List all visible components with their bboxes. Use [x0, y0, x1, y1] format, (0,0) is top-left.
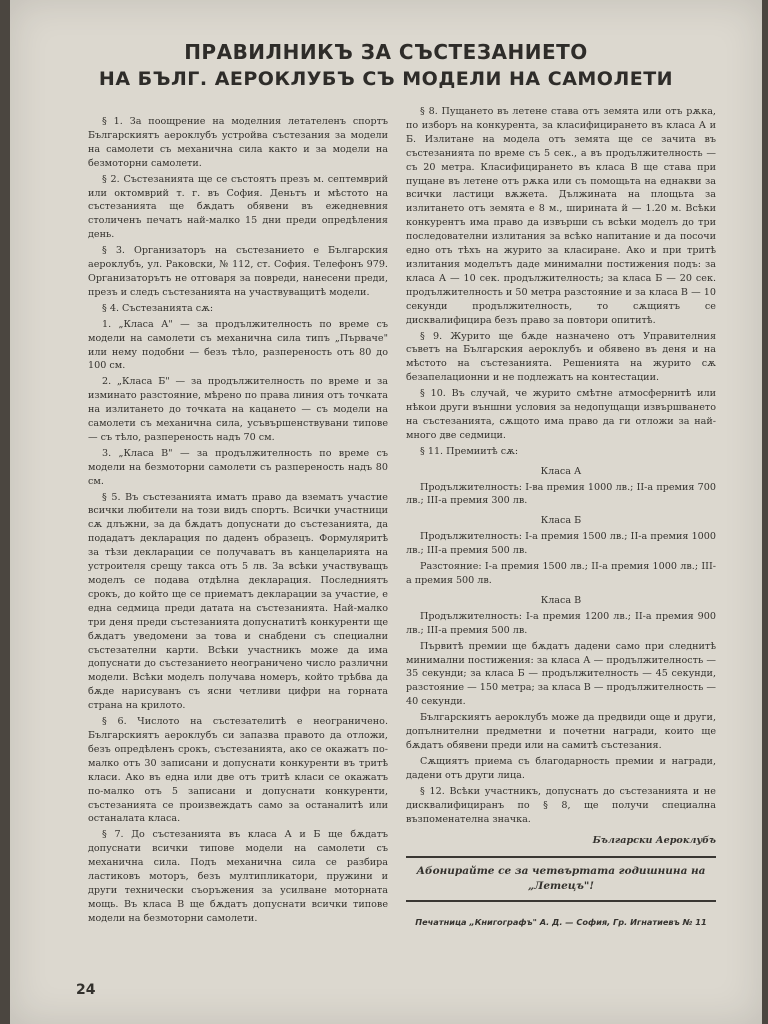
printer-imprint: Печатница „Книгографъ" А. Д. — София, Гр. Игнатиевъ № 11	[415, 917, 707, 928]
paragraph: § 6. Числото на състезателитѣ е неограничено. Българскиятъ аероклубъ си запазва правото да отложи, безъ опредѣленъ срокъ, състезанията, ако се окажатъ по-малко отъ 30 записани и допуснати конкуренти въ тритѣ класи. Ако въ една или две отъ тритѣ класи се окажатъ по-малко отъ 5 записани и допуснати конкуренти, състезанията се произвеждатъ само за останалитѣ или останалата класа.	[88, 716, 388, 825]
paragraph: Сѫщиятъ приема съ благодарность премии и награди, дадени отъ други лица.	[406, 755, 716, 781]
paragraph: § 3. Организаторъ на състезанието е Българския аероклубъ, ул. Раковски, № 112, ст. София. Телефонъ 979. Организаторътъ не отговаря за повреди, нанесени преди, презъ и следъ състезанията на участвуващитѣ модели.	[88, 245, 388, 298]
paragraph: Българскиятъ аероклубъ може да предвиди още и други, допълнителни предметни и почетни награди, които ще бѫдатъ обявени преди или на самитѣ състезания.	[406, 712, 716, 751]
left-column	[88, 115, 388, 928]
signature: Български Аероклубъ	[592, 835, 716, 847]
class-b-prizes-duration: Продължителность: I-а премия 1500 лв.; II-а премия 1000 лв.; III-а премия 500 лв.	[406, 531, 716, 557]
paragraph: 1. „Класа А" — за продължителность по време съ модели на самолети съ механична сила типъ „Първаче" или нему подобни — безъ тѣло, разпереность отъ 80 до 100 см.	[88, 318, 388, 372]
subscribe-line2: „Летецъ"!	[528, 880, 594, 893]
paragraph: 2. „Класа Б" — за продължителность по време и за изминато разстояние, мѣрено по права линия отъ точката на излитането до точката на кацането — съ модели на самолети съ механична сила, усъвършенствувани типове — съ тѣло, разпереность надъ 70 см.	[88, 376, 388, 443]
class-a-heading: Класа А	[540, 465, 582, 477]
paragraph: § 8. Пущането въ летене става отъ земята или отъ рѫка, по изборъ на конкурента, за класифицирането въ класа А и Б. Излитане на модела отъ земята ще се зачита въ състезанията по време съ 5 сек., а въ продължителность — съ 20 метра. Класифицирането въ класа В ще става при пущане въ летене отъ рѫка или съ помощьта на еднакви за всички ластици вѫжета. Дължината на площьта за излитането отъ земята е 8 м., ширината й — 1.20 м. Всѣки конкурентъ има право да извърши съ всѣки моделъ до три последователни излитания за всѣко напитание и да посочи едно отъ тѣхъ на журито за класиране. Ако и при тритѣ излитания моделътъ даде минимални постижения подъ: за класа А — 10 сек. продължителность; за класа Б — 20 сек. продължителность и 50 метра разстояние и за класа В — 10 секунди продължителность, то сѫщиятъ се дисквалифицира безъ право за повтори опититѣ.	[406, 106, 716, 326]
class-v-prizes: Продължителность: I-а премия 1200 лв.; II-а премия 900 лв.; III-а премия 500 лв.	[406, 610, 716, 636]
paragraph: 3. „Класа В" — за продължителность по време съ модели на безмоторни самолети съ разпереность надъ 80 см.	[88, 447, 388, 487]
document-page	[10, 0, 762, 1024]
right-column	[406, 105, 716, 930]
paragraph: § 10. Въ случай, че журито смѣтне атмосфернитѣ или нѣкои други външни условия за недопущащи извършването на състезанията, сѫщото има право да ги отложи за най-много две седмици.	[406, 388, 716, 441]
paragraph: § 4. Състезанията сѫ:	[102, 302, 214, 314]
subscribe-line1: Абонирайте се за четвъртата годишнина на	[416, 865, 706, 878]
paragraph: § 7. До състезанията въ класа А и Б ще бѫдатъ допуснати всички типове модели на самолети съ механична сила. Подъ механична сила се разбира ластиковъ моторъ, безъ мултипликатори, пружини и други технически съоръжения за усилване моторната мощь. Въ класа В ще бѫдатъ допуснати всички типове модели на безмоторни самолети.	[88, 829, 388, 924]
paragraph: § 11. Премиитѣ сѫ:	[420, 445, 519, 457]
subscribe-banner	[406, 856, 716, 902]
page-title-line2: НА БЪЛГ. АЕРОКЛУБЪ СЪ МОДЕЛИ НА САМОЛЕТИ	[98, 68, 674, 90]
paragraph: § 2. Състезанията ще се състоятъ презъ м. септемврий или октомврий т. г. въ София. Деньтъ и мѣстото на състезанията ще бѫдатъ обявени въ ежедневния столиченъ печатъ най-малко 15 дни преди опредѣления день.	[88, 173, 388, 241]
paragraph: § 9. Журито ще бѫде назначено отъ Управителния съветъ на Българския аероклубъ и обявено въ деня и на мѣстото на състезанията. Решенията на журито сѫ безапелационни и не подлежатъ на контестации.	[406, 330, 716, 384]
paragraph: § 5. Въ състезанията иматъ право да взематъ участие всички любители на този видъ спортъ. Всички участници сѫ длъжни, за да бѫдатъ допуснати до състезанията, да подадатъ декларация по даденъ образецъ. Формуляритѣ за тѣзи декларации се получаватъ въ канцеларията на устроителя срещу такса отъ 5 лв. За всѣки участвуващъ моделъ се подава отдѣлна декларация. Последниятъ срокъ, до който ще се приематъ декларации за участие, е една седмица преди датата на състезанията. Най-малко три деня преди състезанията допуснатитѣ конкуренти ще бѫдатъ уведомени за това и снабдени съ специални състезателни карти. Всѣки участникъ може да има допуснати до състезанието неограничено число различни модели. Всѣки моделъ получава номеръ, който трѣбва да бѫде нарисуванъ съ ясни четливи цифри на горната страна на крилото.	[88, 491, 388, 712]
paragraph: Първитѣ премии ще бѫдатъ дадени само при следнитѣ минимални постижения: за класа А — продължителность — 35 секунди; за класа Б — продължителность — 45 секунди, разстояние — 150 метра; за класа В — продължителность — 40 секунди.	[406, 640, 716, 708]
class-v-heading: Класа В	[540, 594, 582, 606]
paragraph: § 12. Всѣки участникъ, допуснатъ до състезанията и не дисквалифициранъ по § 8, ще получи специална възпоменателна значка.	[406, 785, 716, 825]
class-b-heading: Класа Б	[540, 515, 582, 527]
class-a-prizes: Продължителность: I-ва премия 1000 лв.; II-а премия 700 лв.; III-а премия 300 лв.	[406, 481, 716, 507]
page-title-line1: ПРАВИЛНИКЪ ЗА СЪСТЕЗАНИЕТО	[184, 40, 588, 64]
class-b-prizes-distance: Разстояние: I-а премия 1500 лв.; II-а премия 1000 лв.; III-а премия 500 лв.	[406, 561, 716, 586]
page-number: 24	[76, 982, 96, 998]
paragraph: § 1. За поощрение на моделния летателенъ спортъ Българскиятъ аероклубъ устройва състезания за модели на самолети съ механична сила както и за модели на безмоторни самолети.	[88, 116, 388, 169]
